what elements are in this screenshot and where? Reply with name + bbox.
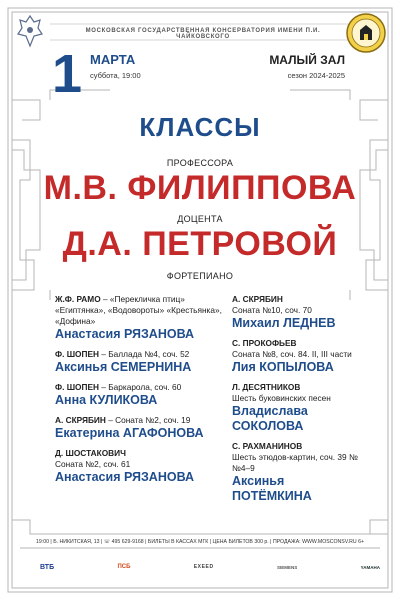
- works: – Баллада №4, соч. 52: [101, 349, 190, 359]
- footer-info: 19:00 | Б. НИКИТСКАЯ, 13 | ☏ 495 629-9168 | БИЛЕТЫ В КАССАХ МГК | ЦЕНА БИЛЕТОВ 300 р. | ПРОДАЖА: WWW.MOSCONSV.RU 6+: [35, 539, 364, 545]
- program-left-column: [55, 294, 225, 492]
- sponsor-logo: ПСБ: [117, 564, 131, 570]
- performer: Анастасия РЯЗАНОВА: [55, 327, 195, 341]
- composer: С. РАХМАНИНОВ: [232, 441, 303, 451]
- composer: Ф. ШОПЕН: [55, 349, 99, 359]
- works: – «Перекличка птиц» «Египтянка», «Водовороты» «Крестьянка», «Дофина»: [55, 294, 222, 326]
- composer: Л. ДЕСЯТНИКОВ: [232, 382, 301, 392]
- sponsor-logo: YAMAHA: [360, 564, 380, 570]
- program-item: [55, 415, 225, 441]
- works: Шесть буковинских песен: [232, 393, 331, 403]
- performer: Михаил ЛЕДНЕВ: [232, 316, 336, 330]
- program-item: [232, 338, 362, 375]
- performer: Екатерина АГАФОНОВА: [55, 426, 204, 440]
- name-filippov: М.В. ФИЛИППОВА: [43, 169, 357, 207]
- ministry-emblem-icon: [16, 14, 44, 48]
- performer: Аксинья ПОТЁМКИНА: [232, 474, 312, 503]
- sponsor-logo: ВТБ: [40, 563, 55, 571]
- role-docent: ДОЦЕНТА: [177, 214, 223, 224]
- program-item: [55, 448, 225, 485]
- instrument-label: ФОРТЕПИАНО: [166, 271, 234, 281]
- name-petrova: Д.А. ПЕТРОВОЙ: [62, 225, 338, 263]
- role-professor: ПРОФЕССОРА: [166, 158, 234, 168]
- composer: С. ПРОКОФЬЕВ: [232, 338, 297, 348]
- sponsor-logo: SIEMENS: [277, 564, 298, 570]
- works: Соната №2, соч. 61: [55, 459, 131, 469]
- composer: А. СКРЯБИН: [232, 294, 283, 304]
- performer: Аксинья СЕМЕРНИНА: [55, 360, 192, 374]
- composer: А. СКРЯБИН: [55, 415, 106, 425]
- conservatory-name: МОСКОВСКАЯ ГОСУДАРСТВЕННАЯ КОНСЕРВАТОРИЯ ИМЕНИ П.И. ЧАЙКОВСКОГО: [85, 28, 321, 40]
- performer: Анастасия РЯЗАНОВА: [55, 470, 195, 484]
- performer: Лия КОПЫЛОВА: [232, 360, 334, 374]
- sponsor-logos: [40, 555, 380, 579]
- composer: Ф. ШОПЕН: [55, 382, 99, 392]
- composer: Д. ШОСТАКОВИЧ: [55, 448, 126, 458]
- performer: Анна КУЛИКОВА: [55, 393, 158, 407]
- program-item: [55, 382, 225, 408]
- program-right-column: [232, 294, 362, 511]
- hall-name: МАЛЫЙ ЗАЛ: [269, 53, 345, 67]
- program-item: [55, 294, 225, 342]
- program-item: [232, 441, 362, 504]
- program-item: [232, 382, 362, 434]
- season-label: сезон 2024-2025: [287, 71, 345, 80]
- program-item: [232, 294, 362, 331]
- works: – Соната №2, соч. 19: [108, 415, 191, 425]
- works: Шесть этюдов-картин, соч. 39 №№4–9: [232, 452, 358, 473]
- title-classes: КЛАССЫ: [139, 112, 261, 142]
- concert-weekday-time: суббота, 19:00: [90, 71, 141, 80]
- works: – Баркарола, соч. 60: [101, 382, 182, 392]
- performer: Владислава СОКОЛОВА: [232, 404, 308, 433]
- program-item: [55, 349, 225, 375]
- concert-day: 1: [52, 44, 83, 104]
- sponsor-logo: EXEED: [193, 564, 214, 570]
- conservatory-seal-icon: [345, 12, 387, 54]
- works: Соната №10, соч. 70: [232, 305, 312, 315]
- composer: Ж.Ф. РАМО: [55, 294, 101, 304]
- concert-month: МАРТА: [90, 52, 136, 67]
- works: Соната №8, соч. 84. II, III части: [232, 349, 352, 359]
